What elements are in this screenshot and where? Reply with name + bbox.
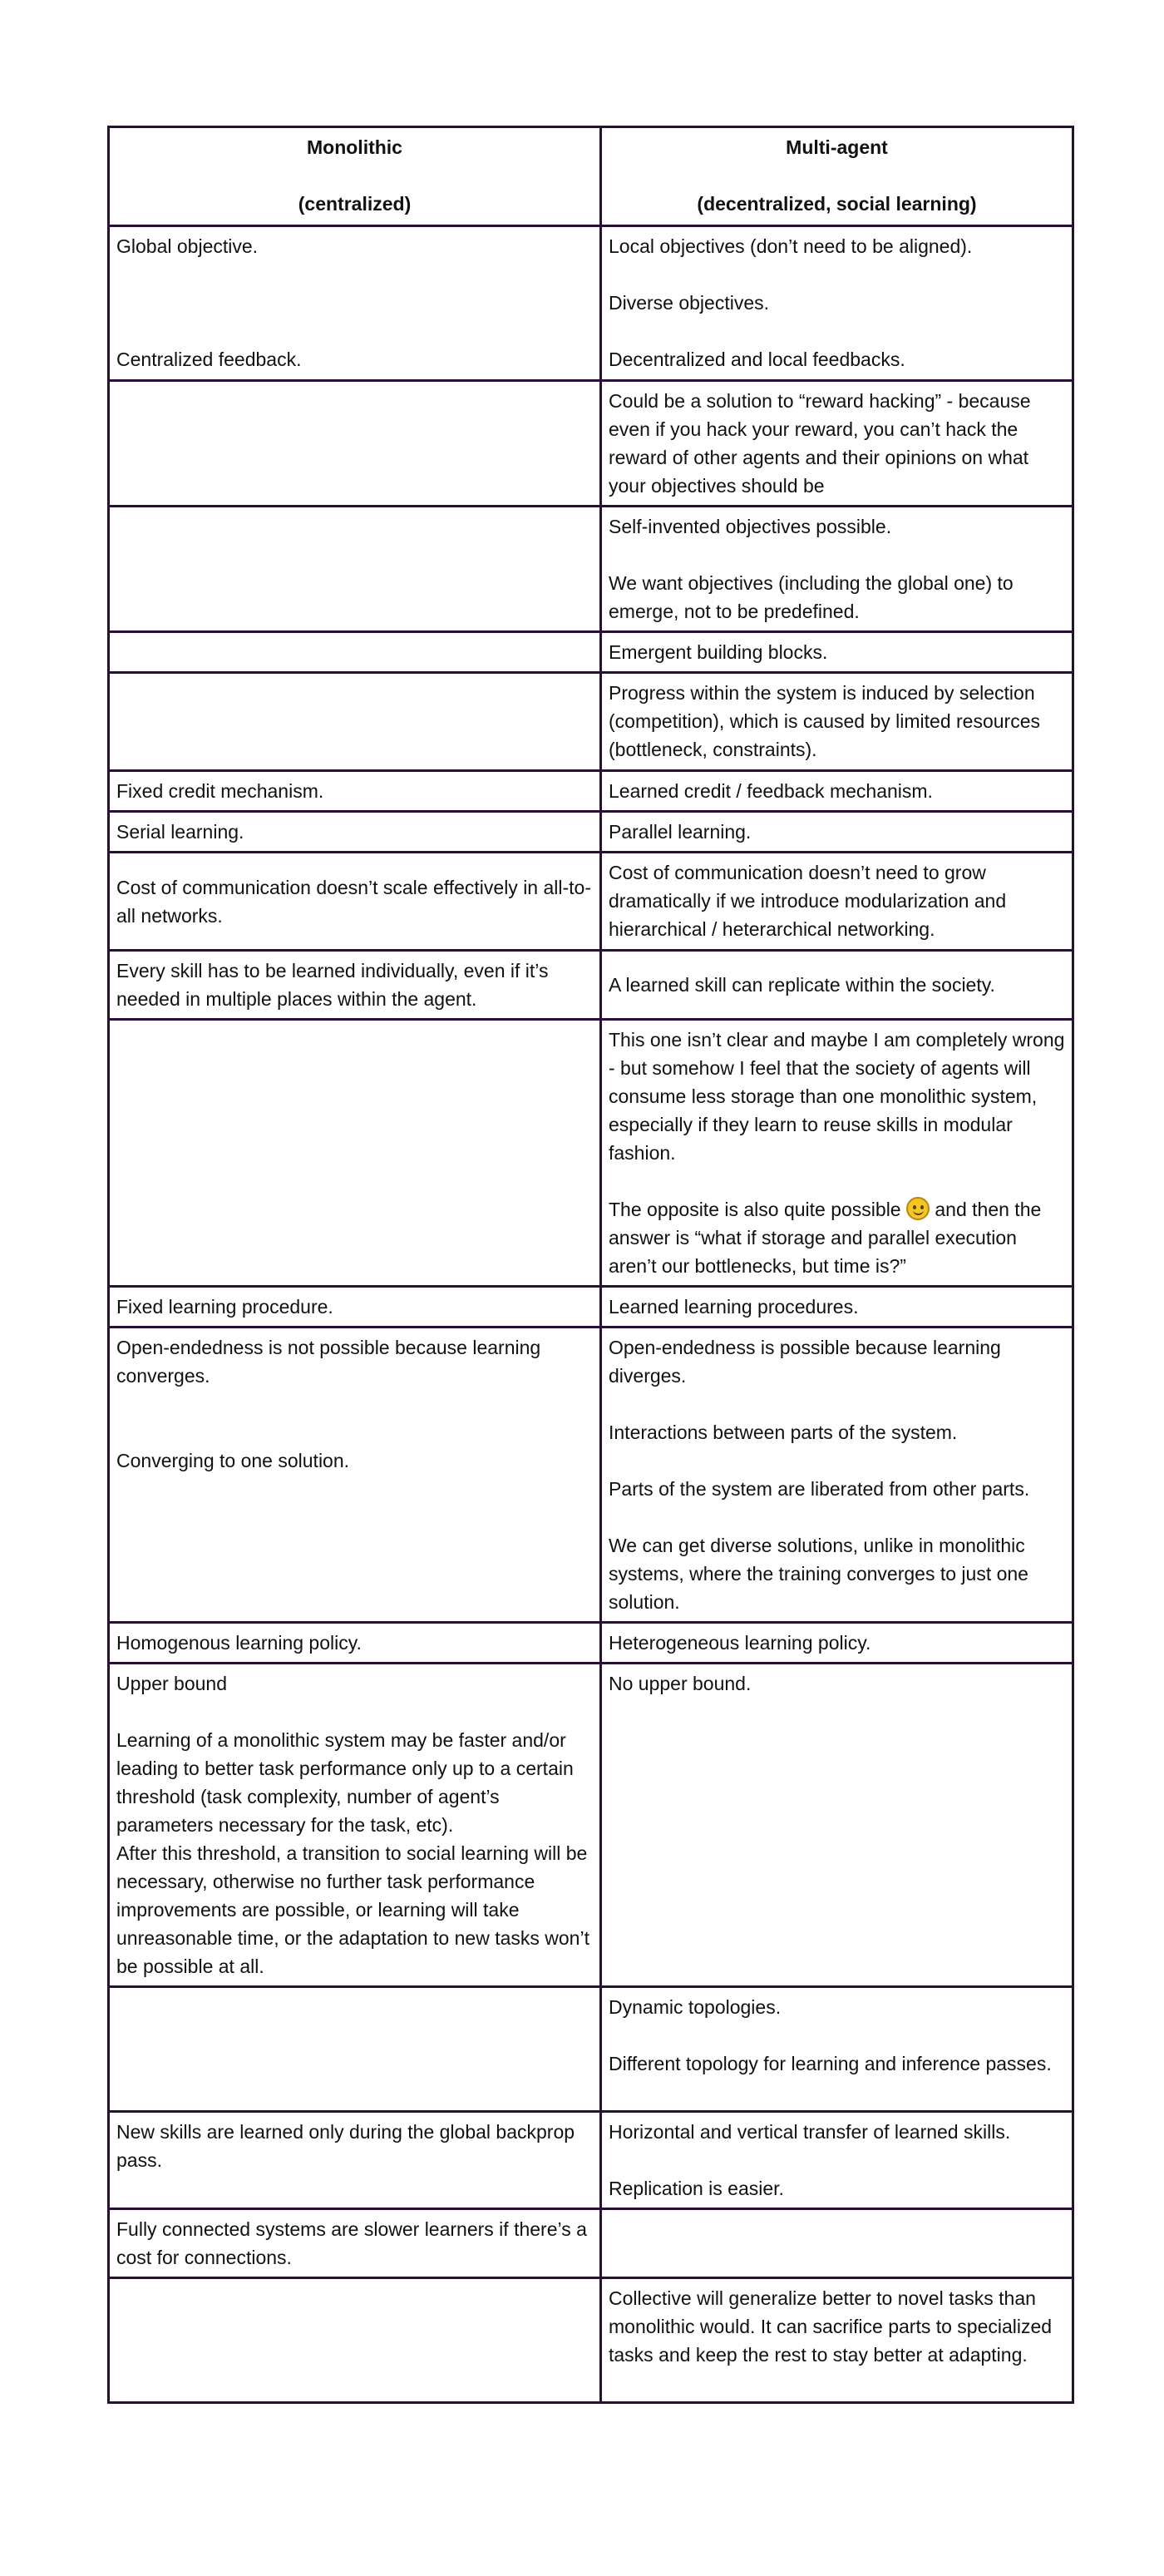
table-row xyxy=(109,507,1073,632)
table-row xyxy=(109,1287,1073,1328)
monolithic-cell: Global objective. Centralized feedback. xyxy=(109,226,601,381)
monolithic-cell: Cost of communication doesn’t scale effectively in all-to-all networks. xyxy=(109,853,601,951)
multi-agent-cell: A learned skill can replicate within the society. xyxy=(601,951,1073,1020)
table-row xyxy=(109,1987,1073,2112)
table-row xyxy=(109,951,1073,1020)
multi-agent-cell xyxy=(601,2209,1073,2278)
multi-agent-cell: Learned credit / feedback mechanism. xyxy=(601,771,1073,812)
monolithic-cell: Serial learning. xyxy=(109,812,601,853)
multi-agent-cell: Self-invented objectives possible. We want objectives (including the global one) to emerge, not to be predefined. xyxy=(601,507,1073,632)
multi-agent-cell: Open-endedness is possible because learning diverges. Interactions between parts of the system. Parts of the system are liberated from other parts. We can get diverse solutions, unlike in monolithic systems, where the training converges to just one solution. xyxy=(601,1328,1073,1623)
table-row xyxy=(109,673,1073,771)
table-row xyxy=(109,381,1073,507)
table-row xyxy=(109,1623,1073,1664)
multi-agent-cell: No upper bound. xyxy=(601,1664,1073,1987)
monolithic-cell: Upper bound Learning of a monolithic system may be faster and/or leading to better task performance only up to a certain threshold (task complexity, number of agent’s parameters necessary for the task, etc). After this threshold, a transition to social learning will be necessary, otherwise no further task performance improvements are possible, or learning will take unreasonable time, or the adaptation to new tasks won’t be possible at all. xyxy=(109,1664,601,1987)
monolithic-cell xyxy=(109,1987,601,2112)
table-row xyxy=(109,2278,1073,2403)
multi-agent-cell: Dynamic topologies. Different topology for learning and inference passes. xyxy=(601,1987,1073,2112)
monolithic-cell xyxy=(109,1020,601,1287)
comparison-document xyxy=(107,126,1073,2404)
table-row xyxy=(109,853,1073,951)
table-row xyxy=(109,1664,1073,1987)
multi-agent-cell: Progress within the system is induced by selection (competition), which is caused by limited resources (bottleneck, constraints). xyxy=(601,673,1073,771)
table-row xyxy=(109,1328,1073,1623)
multi-agent-cell: Local objectives (don’t need to be aligned). Diverse objectives. Decentralized and local feedbacks. xyxy=(601,226,1073,381)
table-row xyxy=(109,2209,1073,2278)
monolithic-cell xyxy=(109,632,601,673)
table-row xyxy=(109,812,1073,853)
table-row xyxy=(109,1020,1073,1287)
column-header-monolithic: Monolithic (centralized) xyxy=(109,127,601,226)
table-row xyxy=(109,2112,1073,2209)
table-row xyxy=(109,226,1073,381)
column-header-multi-agent: Multi-agent (decentralized, social learning) xyxy=(601,127,1073,226)
header-row xyxy=(109,127,1073,226)
monolithic-cell: Fully connected systems are slower learners if there’s a cost for connections. xyxy=(109,2209,601,2278)
multi-agent-cell: Horizontal and vertical transfer of learned skills. Replication is easier. xyxy=(601,2112,1073,2209)
multi-agent-cell: Learned learning procedures. xyxy=(601,1287,1073,1328)
monolithic-cell: Open-endedness is not possible because learning converges. Converging to one solution. xyxy=(109,1328,601,1623)
monolithic-cell: Every skill has to be learned individually, even if it’s needed in multiple places within the agent. xyxy=(109,951,601,1020)
monolithic-cell xyxy=(109,2278,601,2403)
table-row xyxy=(109,632,1073,673)
monolithic-cell: New skills are learned only during the global backprop pass. xyxy=(109,2112,601,2209)
monolithic-cell: Fixed credit mechanism. xyxy=(109,771,601,812)
monolithic-cell xyxy=(109,381,601,507)
multi-agent-cell: Parallel learning. xyxy=(601,812,1073,853)
multi-agent-cell: Cost of communication doesn’t need to grow dramatically if we introduce modularization and hierarchical / heterarchical networking. xyxy=(601,853,1073,951)
smiling-face-icon xyxy=(906,1197,930,1220)
multi-agent-cell: Collective will generalize better to novel tasks than monolithic would. It can sacrifice parts to specialized tasks and keep the rest to stay better at adapting. xyxy=(601,2278,1073,2403)
multi-agent-cell: Emergent building blocks. xyxy=(601,632,1073,673)
table-row xyxy=(109,771,1073,812)
comparison-table xyxy=(107,126,1074,2404)
monolithic-cell xyxy=(109,507,601,632)
multi-agent-cell: This one isn’t clear and maybe I am completely wrong - but somehow I feel that the society of agents will consume less storage than one monolithic system, especially if they learn to reuse skills in modular fashion. The opposite is also quite possible and then the answer is “what if storage and parallel execution aren’t our bottlenecks, but time is?” xyxy=(601,1020,1073,1287)
monolithic-cell xyxy=(109,673,601,771)
monolithic-cell: Fixed learning procedure. xyxy=(109,1287,601,1328)
monolithic-cell: Homogenous learning policy. xyxy=(109,1623,601,1664)
multi-agent-cell: Heterogeneous learning policy. xyxy=(601,1623,1073,1664)
multi-agent-cell: Could be a solution to “reward hacking” - because even if you hack your reward, you can’t hack the reward of other agents and their opinions on what your objectives should be xyxy=(601,381,1073,507)
